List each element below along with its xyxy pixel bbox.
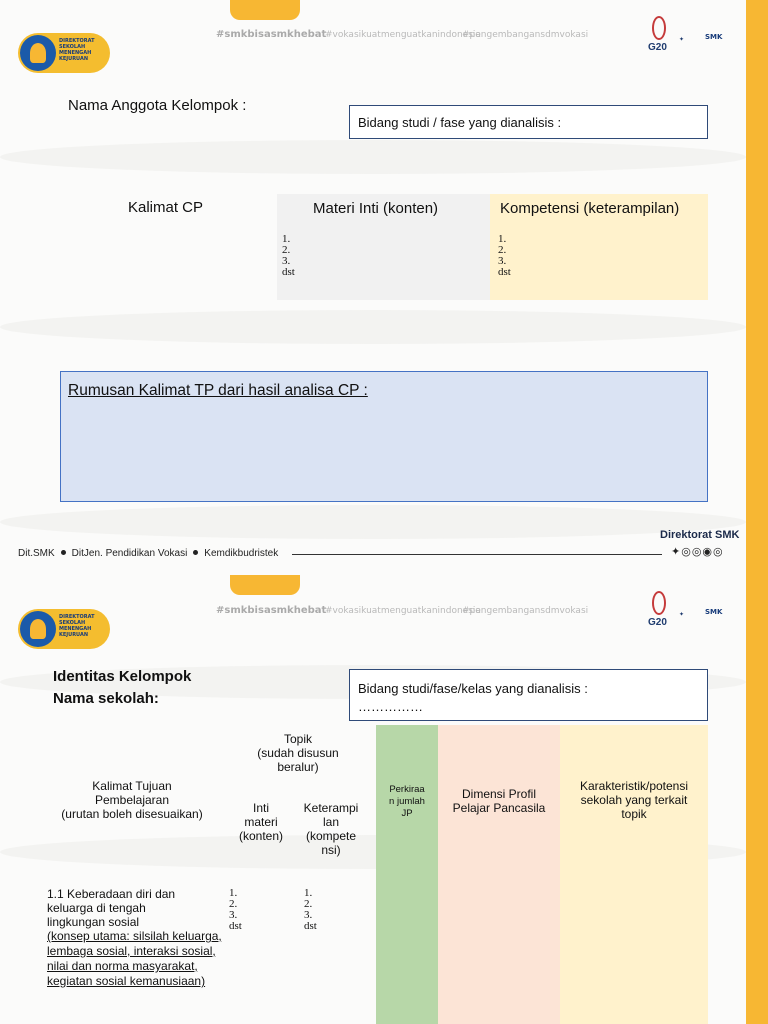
hashtag-3b: #pengembangansdmvokasi bbox=[462, 606, 589, 616]
materi-inti-cell bbox=[277, 194, 490, 300]
kalimat-tujuan-header: Kalimat Tujuan Pembelajaran (urutan boleh disesuaikan) bbox=[61, 779, 203, 821]
materi-inti-list: 1. 2. 3. dst bbox=[282, 233, 295, 278]
kompetensi-list: 1. 2. 3. dst bbox=[498, 233, 511, 278]
kompetensi-label: Kompetensi (keterampilan) bbox=[500, 200, 680, 217]
inti-materi-header: Inti materi (konten) bbox=[238, 801, 284, 843]
kalimat-cp-label: Kalimat CP bbox=[128, 199, 204, 216]
dit-smk-logo-2 bbox=[18, 609, 110, 649]
row1-title: 1.1 Keberadaan diri dan keluarga di tengah lingkungan sosial bbox=[47, 887, 176, 929]
smk-logo: SMK bbox=[705, 33, 723, 41]
g20-logo-2: G20 bbox=[648, 591, 672, 635]
footer-right-title: Direktorat SMK bbox=[660, 529, 740, 541]
rumusan-tp-box[interactable] bbox=[60, 371, 708, 502]
vokasi-logo: ✦ bbox=[679, 36, 685, 43]
kompetensi-cell bbox=[490, 194, 708, 300]
g20-mark-icon-2 bbox=[652, 591, 666, 615]
vokasi-logo-2: ✦ bbox=[679, 611, 685, 618]
hashtag-3: #pengembangansdmvokasi bbox=[462, 30, 589, 40]
dit-smk-logo bbox=[18, 33, 110, 73]
smk-logo-2: SMK bbox=[705, 608, 723, 616]
slide-2 bbox=[0, 575, 746, 1024]
bidang-studi-box[interactable] bbox=[349, 105, 708, 139]
tut-wuri-icon bbox=[20, 35, 56, 71]
hashtag-1b: #smkbisasmkhebat bbox=[216, 605, 327, 616]
hashtag-1: #smkbisasmkhebat bbox=[216, 29, 327, 40]
row1-inti-list: 1. 2. 3. dst bbox=[229, 887, 242, 932]
logo-text-2: DIREKTORAT SEKOLAH MENENGAH KEJURUAN bbox=[59, 614, 95, 638]
rumusan-tp-label: Rumusan Kalimat TP dari hasil analisa CP : bbox=[68, 382, 368, 399]
nama-anggota-label: Nama Anggota Kelompok : bbox=[68, 97, 247, 114]
hashtag-2: #vokasikuatmenguatkanindonesia bbox=[325, 30, 481, 40]
g20-logo: G20 bbox=[648, 16, 672, 60]
dimensi-column bbox=[438, 725, 560, 1024]
perkiraan-column bbox=[376, 725, 438, 1024]
tut-wuri-icon-2 bbox=[20, 611, 56, 647]
top-tab-2 bbox=[230, 575, 300, 595]
bidang-studi-box-2[interactable] bbox=[349, 669, 708, 721]
dimensi-header: Dimensi Profil Pelajar Pancasila bbox=[452, 787, 546, 815]
g20-mark-icon bbox=[652, 16, 666, 40]
nama-sekolah: Nama sekolah: bbox=[53, 690, 159, 707]
keterampilan-header: Keterampi lan (kompete nsi) bbox=[303, 801, 359, 857]
bidang-studi-label-2: Bidang studi/fase/kelas yang dianalisis : bbox=[358, 681, 588, 696]
karakteristik-column bbox=[560, 725, 708, 1024]
social-icons: ✦◎◎◉◎ bbox=[671, 545, 724, 558]
topik-header: Topik (sudah disusun beralur) bbox=[257, 732, 339, 774]
logo-text: DIREKTORAT SEKOLAH MENENGAH KEJURUAN bbox=[59, 38, 95, 62]
top-tab bbox=[230, 0, 300, 20]
row1-keterampilan-list: 1. 2. 3. dst bbox=[304, 887, 317, 932]
row1-concept: (konsep utama: silsilah keluarga, lembaga sosial, interaksi sosial, nilai dan norma masyarakat, kegiatan sosial kemanusiaan) bbox=[47, 929, 222, 988]
hashtag-2b: #vokasikuatmenguatkanindonesia bbox=[325, 606, 481, 616]
footer-divider bbox=[292, 554, 662, 555]
materi-inti-label: Materi Inti (konten) bbox=[313, 200, 439, 217]
footer-left: Dit.SMK DitJen. Pendidikan Vokasi Kemdikbudristek bbox=[18, 548, 279, 559]
bidang-studi-dots: …………… bbox=[358, 699, 423, 714]
accent-stripe bbox=[746, 0, 768, 1024]
identitas-kelompok: Identitas Kelompok bbox=[53, 668, 192, 685]
perkiraan-header: Perkiraa n jumlah JP bbox=[389, 784, 425, 819]
bidang-studi-label: Bidang studi / fase yang dianalisis : bbox=[358, 115, 562, 130]
karakteristik-header: Karakteristik/potensi sekolah yang terkait topik bbox=[579, 779, 689, 821]
